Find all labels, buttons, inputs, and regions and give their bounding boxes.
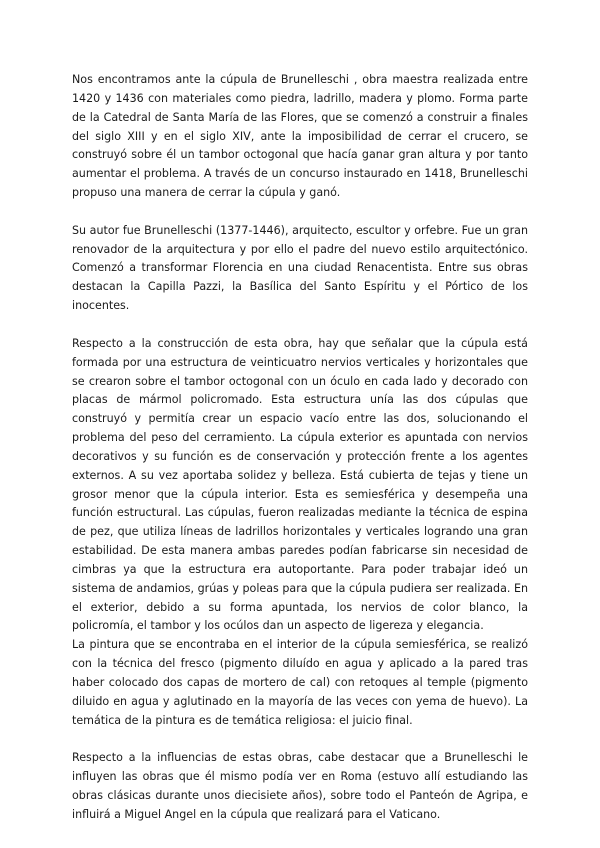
paragraph-spacer [72, 316, 528, 335]
paragraph-painting: La pintura que se encontraba en el interior de la cúpula semiesférica, se realizó con la técnica del fresco (pigmento diluído en agua y aplicado a la pared tras haber colocado dos capas de mortero de cal) con retoques al temple (pigmento diluido en agua y aglutinado en la mayoría de las veces con yema de huevo). La temática de la pintura es de temática religiosa: el juicio final. [72, 638, 528, 727]
document-body [72, 71, 528, 825]
paragraph-influences: Respecto a la influencias de estas obras, cabe destacar que a Brunelleschi le influyen las obras que él mismo podía ver en Roma (estuvo allí estudiando las obras clásicas durante unos diecisiete años), sobre todo el Panteón de Agripa, e influirá a Miguel Angel en la cúpula que realizará para el Vaticano. [72, 751, 528, 821]
paragraph-spacer [72, 731, 528, 750]
paragraph-construction: Respecto a la construcción de esta obra, hay que señalar que la cúpula está formada por una estructura de veinticuatro nervios verticales y horizontales que se crearon sobre el tambor octogonal con un óculo en cada lado y decorado con placas de mármol policromado. Esta estructura unía las dos cúpulas que construyó y permitía crear un espacio vacío entre las dos, solucionando el problema del peso del cerramiento. La cúpula exterior es apuntada con nervios decorativos y su función es de conservación y protección frente a los agentes externos. A su vez aportaba solidez y belleza. Está cubierta de tejas y tiene un grosor menor que la cúpula interior. Esta es semiesférica y desempeña una función estructural. Las cúpulas, fueron realizadas mediante la técnica de espina de pez, que utiliza líneas de ladrillos horizontales y verticales logrando una gran estabilidad. De esta manera ambas paredes podían fabricarse sin necesidad de cimbras ya que la estructura era autoportante. Para poder trabajar ideó un sistema de andamios, grúas y poleas para que la cúpula pudiera ser realizada. En el exterior, debido a su forma apuntada, los nervios de color blanco, la policromía, el tambor y los ocúlos dan un aspecto de ligereza y elegancia. [72, 336, 528, 633]
paragraph-introduction: Nos encontramos ante la cúpula de Brunelleschi , obra maestra realizada entre 1420 y 1436 con materiales como piedra, ladrillo, madera y plomo. Forma parte de la Catedral de Santa María de las Flores, que se comenzó a construir a finales del siglo XIII y en el siglo XIV, ante la imposibilidad de cerrar el crucero, se construyó sobre él un tambor octogonal que hacía ganar gran altura y por tanto aumentar el problema. A través de un concurso instaurado en 1418, Brunelleschi propuso una manera de cerrar la cúpula y ganó. [72, 73, 528, 200]
paragraph-spacer [72, 203, 528, 222]
paragraph-author: Su autor fue Brunelleschi (1377-1446), arquitecto, escultor y orfebre. Fue un gran renovador de la arquitectura y por ello el padre del nuevo estilo arquitectónico. Comenzó a transformar Florencia en una ciudad Renacentista. Entre sus obras destacan la Capilla Pazzi, la Basílica del Santo Espíritu y el Pórtico de los inocentes. [72, 223, 528, 313]
